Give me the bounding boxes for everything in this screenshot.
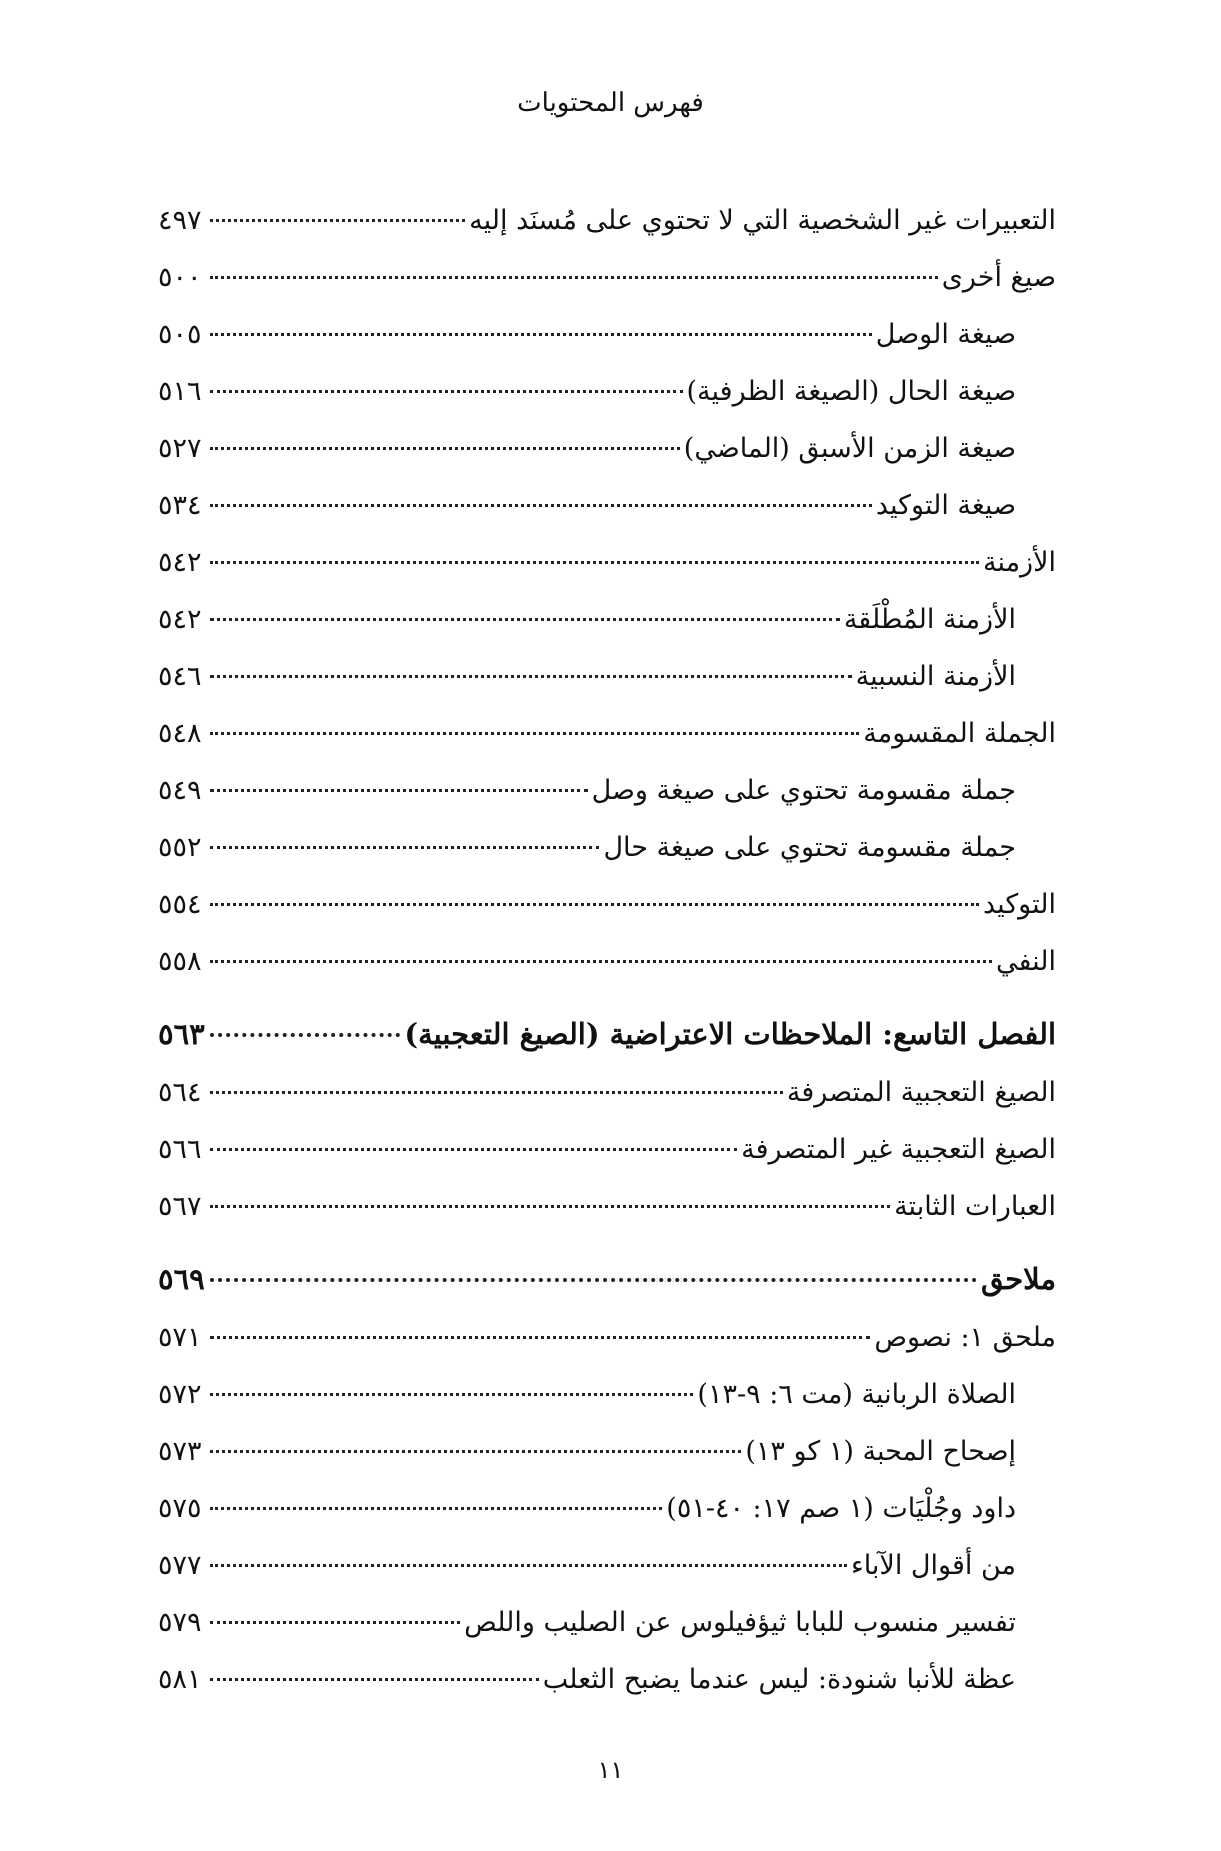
dot-leader	[210, 1278, 977, 1282]
dot-leader	[210, 561, 979, 564]
toc-entry-title: إصحاح المحبة (١ كو ١٣)	[745, 1436, 1016, 1467]
toc-entry-title: صيغة الحال (الصيغة الظرفية)	[686, 376, 1016, 407]
toc-entry-title: عظة للأنبا شنودة: ليس عندما يضبح الثعلب	[542, 1664, 1016, 1695]
toc-entry-title: الصيغ التعجبية المتصرفة	[786, 1077, 1056, 1108]
toc-entry-page: ٥٤٨	[158, 718, 202, 749]
dot-leader	[210, 333, 872, 336]
dot-leader	[210, 1091, 783, 1094]
toc-entry-page: ٥٠٥	[158, 319, 202, 350]
toc-entry-page: ٤٩٧	[158, 205, 202, 236]
toc-entry	[158, 262, 1056, 319]
dot-leader	[210, 675, 852, 678]
toc-entry	[158, 946, 1056, 1003]
toc-entry-title: الجملة المقسومة	[863, 718, 1056, 749]
dot-leader	[210, 1393, 693, 1396]
dot-leader	[210, 390, 683, 393]
toc-entry-page: ٥٣٤	[158, 490, 202, 521]
toc-entry-title: ملحق ١: نصوص	[874, 1322, 1056, 1353]
toc-entry	[158, 661, 1056, 718]
dot-leader	[210, 1507, 662, 1510]
dot-leader	[210, 732, 859, 735]
dot-leader	[210, 1678, 539, 1681]
toc-entry-title: صيغ أخرى	[941, 262, 1056, 293]
toc-entry-page: ٥٤٦	[158, 661, 202, 692]
toc-entry-page: ٥٤٢	[158, 547, 202, 578]
toc-entry-title: ملاحق	[981, 1262, 1056, 1296]
page-number: ١١	[597, 1756, 624, 1784]
toc-entry-page: ٥٦٩	[158, 1262, 205, 1296]
toc-entry-title: داود وجُلْيَات (١ صم ١٧: ٤٠-٥١)	[666, 1493, 1016, 1524]
toc-entry	[158, 604, 1056, 661]
toc-entry	[158, 1436, 1056, 1493]
toc-entry-page: ٥٨١	[158, 1664, 202, 1695]
toc-entry	[158, 832, 1056, 889]
toc-entry-title: الأزمنة المُطْلَقة	[843, 604, 1016, 635]
dot-leader	[210, 1148, 737, 1151]
toc-entry-title: الأزمنة النسبية	[855, 661, 1016, 692]
dot-leader	[210, 276, 938, 279]
running-header: فهرس المحتويات	[517, 88, 704, 118]
toc-entry-title: تفسير منسوب للبابا ثيؤفيلوس عن الصليب واللص	[464, 1607, 1016, 1638]
toc-entry	[158, 433, 1056, 490]
dot-leader	[210, 219, 465, 222]
toc-entry-title: الصيغ التعجبية غير المتصرفة	[741, 1134, 1056, 1165]
toc-entry	[158, 1134, 1056, 1191]
toc-entry-page: ٥١٦	[158, 376, 202, 407]
dot-leader	[210, 1205, 890, 1208]
toc-entry	[158, 490, 1056, 547]
toc-entry-title: التعبيرات غير الشخصية التي لا تحتوي على مُسنَد إليه	[469, 205, 1056, 236]
table-of-contents	[158, 205, 1056, 1721]
toc-entry-title: الأزمنة	[982, 547, 1056, 578]
toc-entry	[158, 205, 1056, 262]
toc-entry-page: ٥٥٨	[158, 946, 202, 977]
toc-entry-page: ٥٧٧	[158, 1550, 202, 1581]
toc-chapter-entry	[158, 1017, 1056, 1077]
toc-entry	[158, 1322, 1056, 1379]
toc-entry-page: ٥٦٦	[158, 1134, 202, 1165]
toc-entry-title: صيغة التوكيد	[875, 490, 1016, 521]
toc-entry	[158, 319, 1056, 376]
dot-leader	[210, 960, 992, 963]
toc-entry	[158, 1191, 1056, 1248]
toc-entry-title: جملة مقسومة تحتوي على صيغة حال	[603, 832, 1016, 863]
toc-entry-page: ٥٤٩	[158, 775, 202, 806]
dot-leader	[210, 903, 979, 906]
toc-entry-title: الصلاة الربانية (مت ٦: ٩-١٣)	[697, 1379, 1016, 1410]
dot-leader	[210, 504, 872, 507]
toc-entry-page: ٥٠٠	[158, 262, 202, 293]
toc-entry-page: ٥٤٢	[158, 604, 202, 635]
toc-entry-title: صيغة الزمن الأسبق (الماضي)	[683, 433, 1016, 464]
dot-leader	[210, 1336, 870, 1339]
toc-entry-title: العبارات الثابتة	[894, 1191, 1056, 1222]
toc-entry-page: ٥٧١	[158, 1322, 202, 1353]
dot-leader	[210, 789, 588, 792]
toc-entry-page: ٥٦٣	[158, 1017, 205, 1051]
toc-entry	[158, 547, 1056, 604]
toc-entry	[158, 376, 1056, 433]
toc-entry-title: صيغة الوصل	[875, 319, 1016, 350]
toc-entry-title: جملة مقسومة تحتوي على صيغة وصل	[591, 775, 1016, 806]
toc-entry	[158, 889, 1056, 946]
dot-leader	[210, 447, 680, 450]
toc-entry-title: التوكيد	[983, 889, 1056, 920]
dot-leader	[210, 846, 599, 849]
toc-entry	[158, 1664, 1056, 1721]
dot-leader	[210, 618, 840, 621]
dot-leader	[210, 1564, 847, 1567]
dot-leader	[210, 1621, 460, 1624]
dot-leader	[210, 1450, 741, 1453]
toc-chapter-entry	[158, 1262, 1056, 1322]
toc-entry-page: ٥٧٩	[158, 1607, 202, 1638]
toc-entry	[158, 1493, 1056, 1550]
toc-entry-title: من أقوال الآباء	[851, 1550, 1016, 1581]
toc-entry	[158, 718, 1056, 775]
toc-entry-page: ٥٧٥	[158, 1493, 202, 1524]
toc-entry-page: ٥٥٤	[158, 889, 202, 920]
toc-entry-page: ٥٢٧	[158, 433, 202, 464]
dot-leader	[210, 1033, 400, 1037]
toc-entry	[158, 1077, 1056, 1134]
toc-entry	[158, 1379, 1056, 1436]
toc-entry-page: ٥٦٧	[158, 1191, 202, 1222]
toc-entry-title: الفصل التاسع: الملاحظات الاعتراضية (الصيغ التعجبية)	[404, 1017, 1056, 1051]
toc-entry	[158, 775, 1056, 832]
toc-entry-page: ٥٦٤	[158, 1077, 202, 1108]
toc-entry-page: ٥٥٢	[158, 832, 202, 863]
toc-entry-page: ٥٧٢	[158, 1379, 202, 1410]
toc-entry-title: النفي	[995, 946, 1056, 977]
toc-entry	[158, 1607, 1056, 1664]
toc-entry-page: ٥٧٣	[158, 1436, 202, 1467]
toc-entry	[158, 1550, 1056, 1607]
